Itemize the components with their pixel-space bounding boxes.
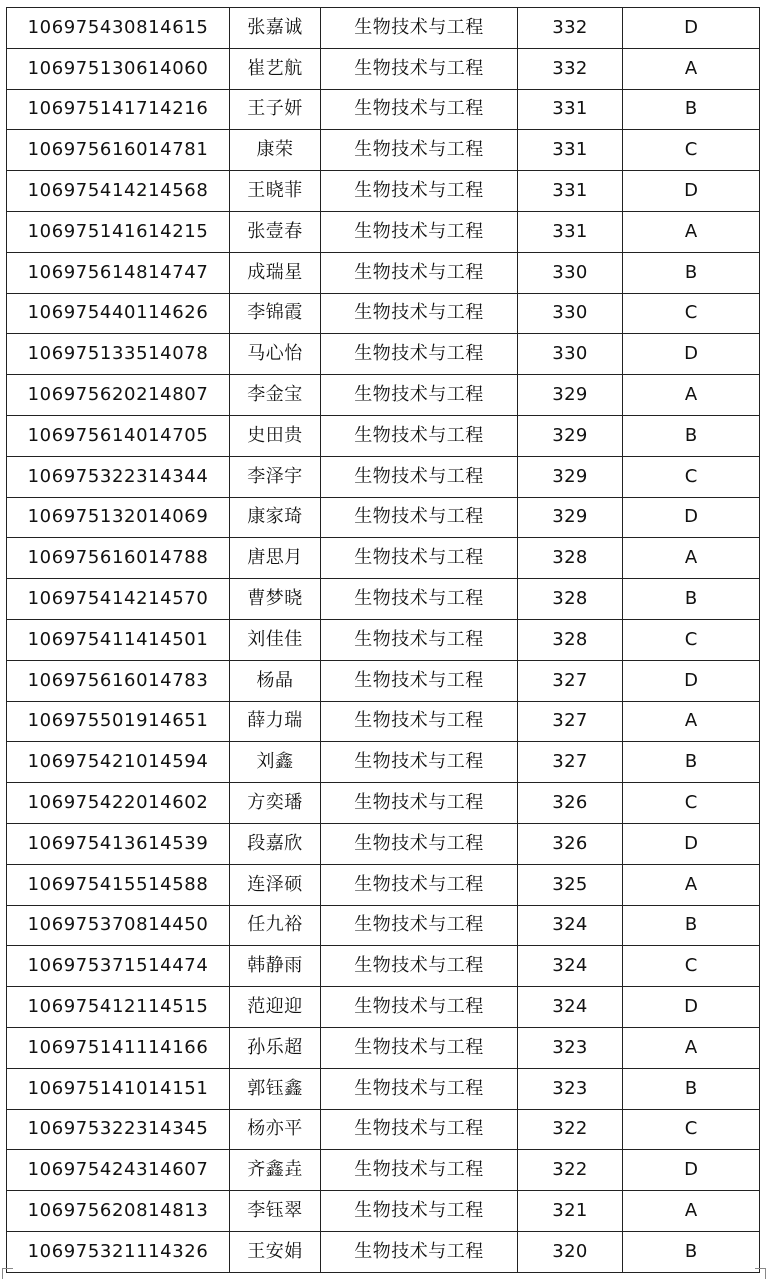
student-name-cell: 崔艺航 (230, 48, 321, 89)
group-cell: A (623, 864, 760, 905)
student-name-cell: 张壹春 (230, 211, 321, 252)
candidate-id-cell: 106975616014783 (7, 660, 230, 701)
table-row (7, 619, 760, 660)
group-cell: A (623, 1027, 760, 1068)
candidate-id-cell: 106975133514078 (7, 334, 230, 375)
crop-mark-bottom-left (2, 1268, 13, 1279)
table-row (7, 823, 760, 864)
student-name-cell: 段嘉欣 (230, 823, 321, 864)
candidate-id-cell: 106975415514588 (7, 864, 230, 905)
table-row (7, 130, 760, 171)
table-row (7, 456, 760, 497)
major-cell: 生物技术与工程 (321, 252, 518, 293)
student-name-cell: 康荣 (230, 130, 321, 171)
candidate-id-cell: 106975322314345 (7, 1109, 230, 1150)
group-cell: C (623, 456, 760, 497)
candidate-id-cell: 106975414214568 (7, 171, 230, 212)
table-row (7, 538, 760, 579)
major-cell: 生物技术与工程 (321, 1191, 518, 1232)
score-cell: 329 (518, 497, 623, 538)
table-row (7, 1068, 760, 1109)
table-row (7, 89, 760, 130)
major-cell: 生物技术与工程 (321, 538, 518, 579)
major-cell: 生物技术与工程 (321, 579, 518, 620)
student-name-cell: 孙乐超 (230, 1027, 321, 1068)
major-cell: 生物技术与工程 (321, 1109, 518, 1150)
group-cell: B (623, 415, 760, 456)
table-row (7, 415, 760, 456)
major-cell: 生物技术与工程 (321, 497, 518, 538)
student-name-cell: 李锦霞 (230, 293, 321, 334)
student-name-cell: 李泽宇 (230, 456, 321, 497)
table-row (7, 946, 760, 987)
table-row (7, 579, 760, 620)
group-cell: A (623, 538, 760, 579)
candidate-id-cell: 106975616014781 (7, 130, 230, 171)
major-cell: 生物技术与工程 (321, 1231, 518, 1272)
major-cell: 生物技术与工程 (321, 946, 518, 987)
student-name-cell: 史田贵 (230, 415, 321, 456)
admission-roster-table (6, 7, 760, 1273)
candidate-id-cell: 106975411414501 (7, 619, 230, 660)
major-cell: 生物技术与工程 (321, 742, 518, 783)
score-cell: 328 (518, 619, 623, 660)
group-cell: D (623, 660, 760, 701)
student-name-cell: 马心怡 (230, 334, 321, 375)
table-row (7, 252, 760, 293)
table-row (7, 1109, 760, 1150)
group-cell: B (623, 742, 760, 783)
score-cell: 327 (518, 660, 623, 701)
score-cell: 326 (518, 823, 623, 864)
student-name-cell: 薛力瑞 (230, 701, 321, 742)
candidate-id-cell: 106975141614215 (7, 211, 230, 252)
table-row (7, 1231, 760, 1272)
student-name-cell: 刘佳佳 (230, 619, 321, 660)
score-cell: 322 (518, 1150, 623, 1191)
student-name-cell: 杨亦平 (230, 1109, 321, 1150)
candidate-id-cell: 106975421014594 (7, 742, 230, 783)
candidate-id-cell: 106975440114626 (7, 293, 230, 334)
score-cell: 324 (518, 946, 623, 987)
group-cell: A (623, 1191, 760, 1232)
candidate-id-cell: 106975132014069 (7, 497, 230, 538)
candidate-id-cell: 106975422014602 (7, 783, 230, 824)
group-cell: A (623, 701, 760, 742)
table-row (7, 1150, 760, 1191)
group-cell: B (623, 252, 760, 293)
table-row (7, 987, 760, 1028)
candidate-id-cell: 106975413614539 (7, 823, 230, 864)
student-name-cell: 张嘉诚 (230, 8, 321, 49)
score-cell: 323 (518, 1068, 623, 1109)
major-cell: 生物技术与工程 (321, 415, 518, 456)
score-cell: 331 (518, 211, 623, 252)
candidate-id-cell: 106975141014151 (7, 1068, 230, 1109)
candidate-id-cell: 106975414214570 (7, 579, 230, 620)
score-cell: 332 (518, 8, 623, 49)
student-name-cell: 成瑞星 (230, 252, 321, 293)
major-cell: 生物技术与工程 (321, 987, 518, 1028)
student-name-cell: 郭钰鑫 (230, 1068, 321, 1109)
student-name-cell: 李金宝 (230, 375, 321, 416)
group-cell: D (623, 497, 760, 538)
major-cell: 生物技术与工程 (321, 619, 518, 660)
candidate-id-cell: 106975141714216 (7, 89, 230, 130)
major-cell: 生物技术与工程 (321, 701, 518, 742)
table-row (7, 742, 760, 783)
score-cell: 323 (518, 1027, 623, 1068)
major-cell: 生物技术与工程 (321, 211, 518, 252)
table-row (7, 171, 760, 212)
major-cell: 生物技术与工程 (321, 456, 518, 497)
candidate-id-cell: 106975371514474 (7, 946, 230, 987)
student-name-cell: 王安娟 (230, 1231, 321, 1272)
roster-body (7, 8, 760, 1273)
major-cell: 生物技术与工程 (321, 783, 518, 824)
score-cell: 331 (518, 89, 623, 130)
candidate-id-cell: 106975614814747 (7, 252, 230, 293)
major-cell: 生物技术与工程 (321, 89, 518, 130)
table-row (7, 701, 760, 742)
score-cell: 322 (518, 1109, 623, 1150)
table-row (7, 334, 760, 375)
group-cell: A (623, 48, 760, 89)
candidate-id-cell: 106975322314344 (7, 456, 230, 497)
candidate-id-cell: 106975620814813 (7, 1191, 230, 1232)
crop-mark-bottom-right (755, 1268, 766, 1279)
student-name-cell: 康家琦 (230, 497, 321, 538)
group-cell: D (623, 1150, 760, 1191)
major-cell: 生物技术与工程 (321, 334, 518, 375)
candidate-id-cell: 106975370814450 (7, 905, 230, 946)
group-cell: A (623, 375, 760, 416)
major-cell: 生物技术与工程 (321, 375, 518, 416)
group-cell: C (623, 619, 760, 660)
student-name-cell: 李钰翠 (230, 1191, 321, 1232)
candidate-id-cell: 106975430814615 (7, 8, 230, 49)
group-cell: C (623, 783, 760, 824)
group-cell: D (623, 334, 760, 375)
table-row (7, 864, 760, 905)
score-cell: 325 (518, 864, 623, 905)
score-cell: 320 (518, 1231, 623, 1272)
student-name-cell: 唐思月 (230, 538, 321, 579)
candidate-id-cell: 106975141114166 (7, 1027, 230, 1068)
group-cell: D (623, 8, 760, 49)
score-cell: 324 (518, 905, 623, 946)
group-cell: C (623, 1109, 760, 1150)
score-cell: 321 (518, 1191, 623, 1232)
table-row (7, 497, 760, 538)
score-cell: 328 (518, 538, 623, 579)
group-cell: D (623, 171, 760, 212)
major-cell: 生物技术与工程 (321, 48, 518, 89)
table-row (7, 660, 760, 701)
major-cell: 生物技术与工程 (321, 171, 518, 212)
group-cell: C (623, 130, 760, 171)
group-cell: C (623, 293, 760, 334)
table-row (7, 1191, 760, 1232)
table-row (7, 211, 760, 252)
student-name-cell: 任九裕 (230, 905, 321, 946)
score-cell: 332 (518, 48, 623, 89)
student-name-cell: 刘鑫 (230, 742, 321, 783)
score-cell: 330 (518, 334, 623, 375)
student-name-cell: 王晓菲 (230, 171, 321, 212)
student-name-cell: 连泽硕 (230, 864, 321, 905)
major-cell: 生物技术与工程 (321, 1068, 518, 1109)
student-name-cell: 曹梦晓 (230, 579, 321, 620)
group-cell: A (623, 211, 760, 252)
major-cell: 生物技术与工程 (321, 660, 518, 701)
score-cell: 328 (518, 579, 623, 620)
group-cell: C (623, 946, 760, 987)
table-row (7, 8, 760, 49)
candidate-id-cell: 106975130614060 (7, 48, 230, 89)
score-cell: 329 (518, 375, 623, 416)
score-cell: 329 (518, 456, 623, 497)
major-cell: 生物技术与工程 (321, 1150, 518, 1191)
student-name-cell: 韩静雨 (230, 946, 321, 987)
major-cell: 生物技术与工程 (321, 1027, 518, 1068)
student-name-cell: 杨晶 (230, 660, 321, 701)
table-row (7, 293, 760, 334)
score-cell: 331 (518, 171, 623, 212)
candidate-id-cell: 106975424314607 (7, 1150, 230, 1191)
table-row (7, 783, 760, 824)
major-cell: 生物技术与工程 (321, 905, 518, 946)
student-name-cell: 范迎迎 (230, 987, 321, 1028)
major-cell: 生物技术与工程 (321, 293, 518, 334)
group-cell: B (623, 1231, 760, 1272)
candidate-id-cell: 106975616014788 (7, 538, 230, 579)
score-cell: 327 (518, 742, 623, 783)
candidate-id-cell: 106975614014705 (7, 415, 230, 456)
major-cell: 生物技术与工程 (321, 823, 518, 864)
table-row (7, 375, 760, 416)
table-row (7, 905, 760, 946)
group-cell: B (623, 579, 760, 620)
table-row (7, 1027, 760, 1068)
student-name-cell: 王子妍 (230, 89, 321, 130)
score-cell: 330 (518, 293, 623, 334)
major-cell: 生物技术与工程 (321, 130, 518, 171)
student-name-cell: 方奕璠 (230, 783, 321, 824)
score-cell: 327 (518, 701, 623, 742)
table-row (7, 48, 760, 89)
major-cell: 生物技术与工程 (321, 8, 518, 49)
candidate-id-cell: 106975620214807 (7, 375, 230, 416)
candidate-id-cell: 106975501914651 (7, 701, 230, 742)
score-cell: 324 (518, 987, 623, 1028)
group-cell: D (623, 823, 760, 864)
score-cell: 330 (518, 252, 623, 293)
score-cell: 326 (518, 783, 623, 824)
group-cell: B (623, 905, 760, 946)
group-cell: B (623, 89, 760, 130)
major-cell: 生物技术与工程 (321, 864, 518, 905)
group-cell: D (623, 987, 760, 1028)
candidate-id-cell: 106975321114326 (7, 1231, 230, 1272)
score-cell: 329 (518, 415, 623, 456)
student-name-cell: 齐鑫垚 (230, 1150, 321, 1191)
score-cell: 331 (518, 130, 623, 171)
group-cell: B (623, 1068, 760, 1109)
candidate-id-cell: 106975412114515 (7, 987, 230, 1028)
